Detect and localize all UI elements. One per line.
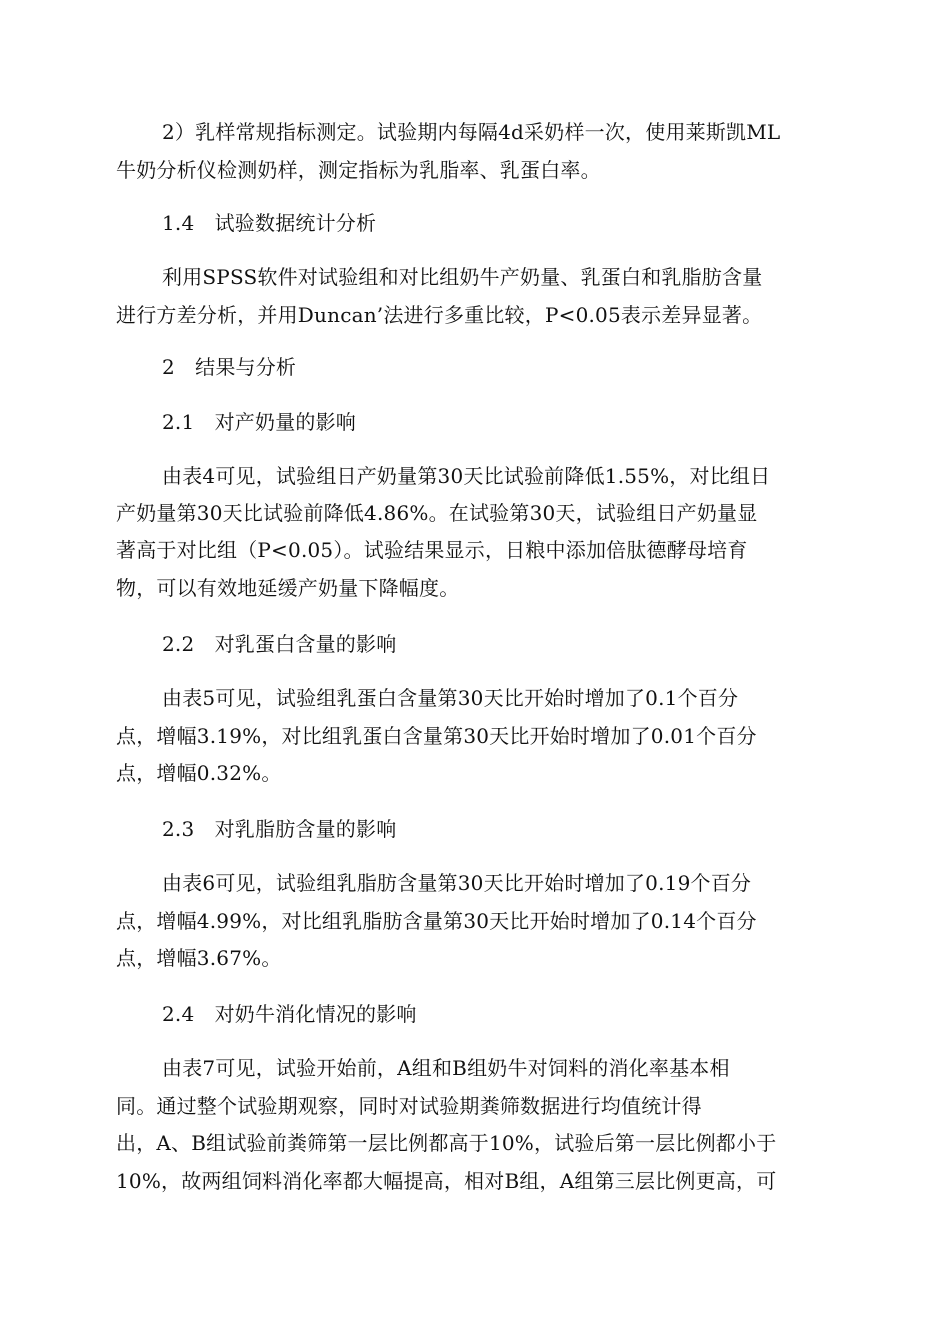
para-digestion-line-2: 同。通过整个试验期观察，同时对试验期粪筛数据进行均值统计得 — [116, 1094, 702, 1118]
para-fat-line-2: 点，增幅4.99%，对比组乳脂肪含量第30天比开始时增加了0.14个百分 — [116, 909, 757, 933]
para-milk-yield-line-2: 产奶量第30天比试验前降低4.86%。在试验第30天，试验组日产奶量显 — [116, 501, 758, 525]
para-protein-line-3: 点，增幅0.32%。 — [116, 761, 282, 785]
para-fat-line-1: 由表6可见，试验组乳脂肪含量第30天比开始时增加了0.19个百分 — [162, 871, 752, 895]
para-stats-line-1: 利用SPSS软件对试验组和对比组奶牛产奶量、乳蛋白和乳脂肪含量 — [162, 265, 763, 289]
section-heading-2-2: 2.2 对乳蛋白含量的影响 — [162, 632, 397, 656]
para-protein-line-2: 点，增幅3.19%，对比组乳蛋白含量第30天比开始时增加了0.01个百分 — [116, 724, 757, 748]
para-digestion-line-1: 由表7可见，试验开始前，A组和B组奶牛对饲料的消化率基本相 — [162, 1056, 730, 1080]
para-milk-yield-line-3: 著高于对比组（P<0.05）。试验结果显示，日粮中添加倍肽德酵母培育 — [116, 538, 748, 562]
para-protein-line-1: 由表5可见，试验组乳蛋白含量第30天比开始时增加了0.1个百分 — [162, 686, 739, 710]
para-digestion-line-3: 出，A、B组试验前粪筛第一层比例都高于10%，试验后第一层比例都小于 — [116, 1131, 777, 1155]
para-digestion-line-4: 10%，故两组饲料消化率都大幅提高，相对B组，A组第三层比例更高，可 — [116, 1169, 777, 1193]
section-heading-2-4: 2.4 对奶牛消化情况的影响 — [162, 1002, 417, 1026]
section-heading-2-1: 2.1 对产奶量的影响 — [162, 410, 357, 434]
section-heading-2: 2 结果与分析 — [162, 355, 297, 379]
para-milk-yield-line-4: 物，可以有效地延缓产奶量下降幅度。 — [116, 576, 460, 600]
para-milk-indicators-line-1: 2）乳样常规指标测定。试验期内每隔4d采奶样一次，使用莱斯凯ML — [162, 120, 781, 144]
para-fat-line-3: 点，增幅3.67%。 — [116, 946, 282, 970]
section-heading-2-3: 2.3 对乳脂肪含量的影响 — [162, 817, 397, 841]
para-milk-yield-line-1: 由表4可见，试验组日产奶量第30天比试验前降低1.55%，对比组日 — [162, 464, 771, 488]
para-milk-indicators-line-2: 牛奶分析仪检测奶样，测定指标为乳脂率、乳蛋白率。 — [116, 158, 601, 182]
para-stats-line-2: 进行方差分析，并用Duncan’法进行多重比较，P<0.05表示差异显著。 — [116, 303, 763, 327]
section-heading-1-4: 1.4 试验数据统计分析 — [162, 211, 377, 235]
